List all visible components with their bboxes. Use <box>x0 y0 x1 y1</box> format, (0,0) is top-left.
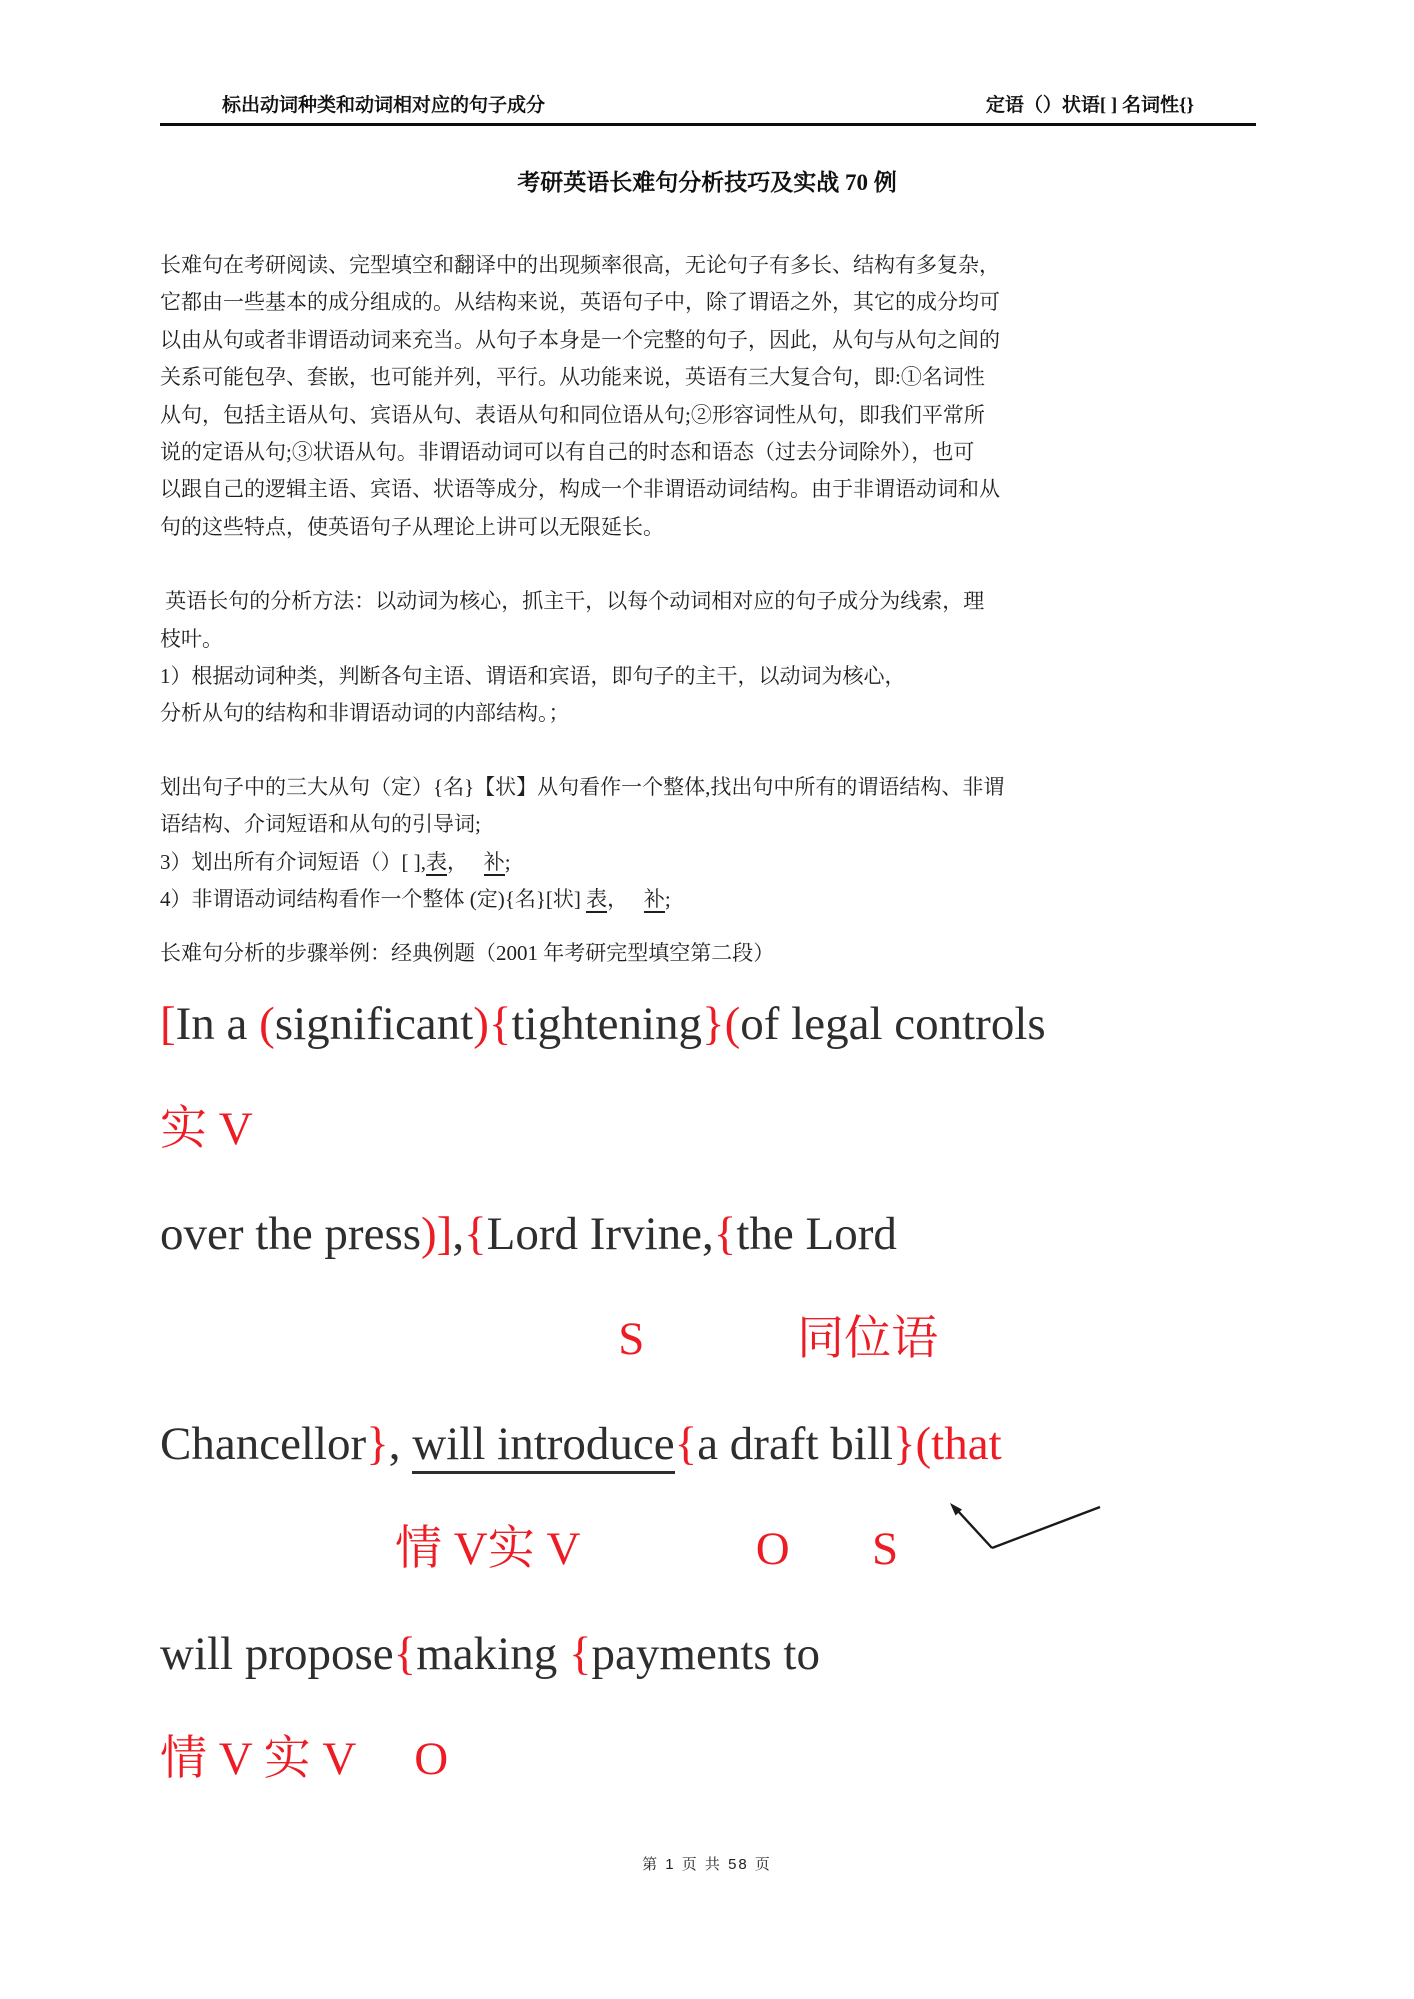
header-right-text: 定语（）状语[ ] 名词性{} <box>985 95 1194 116</box>
text-segment: 表 <box>586 887 608 912</box>
text-segment: }(that <box>892 1417 1002 1470</box>
page-number: 第 1 页 共 58 页 <box>642 1856 772 1873</box>
analysis-label-line-2 <box>160 1287 1256 1392</box>
text-segment <box>644 1313 797 1365</box>
annotation-arrow <box>938 1494 1108 1556</box>
text-line: 说的定语从句;③状语从句。非谓语动词可以有自己的时态和语态（过去分词除外），也可 <box>160 440 975 465</box>
example-intro-line: 长难句分析的步骤举例：经典例题（2001 年考研完型填空第二段） <box>160 940 775 965</box>
text-segment: 同位语 <box>797 1312 939 1365</box>
page-header <box>160 90 1256 126</box>
text-line: 分析从句的结构和非谓语动词的内部结构。； <box>160 701 570 726</box>
text-segment: 情 V 实 V <box>160 1732 356 1785</box>
text-segment: 补 <box>483 849 505 874</box>
text-segment: 4）非谓语动词结构看作一个整体 (定){名}[状] <box>160 887 587 912</box>
text-line: 长难句在考研阅读、完型填空和翻译中的出现频率很高，无论句子有多长、结构有多复杂， <box>160 253 1000 277</box>
text-segment: ( <box>259 997 275 1050</box>
analysis-line-2 <box>160 1182 1256 1287</box>
text-segment: 实 V <box>160 1102 253 1155</box>
text-segment: O <box>414 1732 449 1785</box>
text-segment: , <box>388 1417 413 1470</box>
text-segment: payments to <box>591 1627 820 1680</box>
text-segment: ; <box>504 849 511 874</box>
text-segment: )] <box>421 1207 453 1260</box>
text-segment: Lord Irvine, <box>486 1207 714 1260</box>
text-segment: 表 <box>426 849 447 874</box>
text-segment: significant <box>274 997 474 1050</box>
sentence-analysis <box>160 972 1256 1812</box>
text-line: 句的这些特点，使英语句子从理论上讲可以无限延长。 <box>160 514 664 539</box>
step3-line <box>160 844 1256 881</box>
text-segment: 情 V实 V <box>395 1522 580 1575</box>
text-line: 英语长句的分析方法：以动词为核心，抓主干，以每个动词相对应的句子成分为线索，理 <box>160 589 985 614</box>
intro-paragraph <box>160 247 1256 546</box>
text-segment: 3）划出所有介词短语（）[ ], <box>160 849 426 874</box>
text-segment: tightening <box>511 997 703 1050</box>
text-segment: S <box>618 1312 645 1365</box>
text-segment: O <box>755 1522 790 1575</box>
text-line: 枝叶。 <box>160 626 223 651</box>
page-content <box>160 247 1256 1812</box>
text-line: 1）根据动词种类，判断各句主语、谓语和宾语，即句子的主干，以动词为核心， <box>160 664 906 689</box>
step4-line <box>160 881 1256 918</box>
text-line: 关系可能包孕、套嵌，也可能并列，平行。从功能来说，英语有三大复合句，即:①名词性 <box>160 365 985 390</box>
text-segment: over the press <box>160 1207 422 1260</box>
text-segment <box>580 1523 756 1575</box>
text-segment: { <box>674 1417 698 1470</box>
text-line: 语结构、介词短语和从句的引导词; <box>160 812 481 837</box>
text-segment: }( <box>702 997 741 1050</box>
text-segment: ){ <box>473 997 512 1050</box>
analysis-line-4 <box>160 1602 1256 1707</box>
text-segment: will introduce <box>412 1418 674 1474</box>
text-segment <box>790 1523 872 1575</box>
text-segment: ， <box>607 887 644 912</box>
analysis-line-1 <box>160 972 1256 1077</box>
analysis-label-line-1 <box>160 1077 1256 1182</box>
analysis-line-3 <box>160 1392 1256 1497</box>
text-line: 划出句子中的三大从句（定）{名}【状】从句看作一个整体,找出句中所有的谓语结构、非谓 <box>160 774 1005 799</box>
text-segment: making <box>416 1627 569 1680</box>
text-segment: { <box>393 1627 417 1680</box>
text-segment: In a <box>175 997 260 1050</box>
text-segment: of legal controls <box>740 997 1046 1050</box>
header-left-text: 标出动词种类和动词相对应的句子成分 <box>222 95 546 116</box>
text-segment: Chancellor <box>160 1417 367 1470</box>
text-segment: { <box>464 1207 487 1260</box>
text-segment: ， <box>447 849 484 874</box>
text-line: 它都由一些基本的成分组成的。从结构来说，英语句子中，除了谓语之外，其它的成分均可 <box>160 290 1000 315</box>
steps-paragraph <box>160 769 1256 919</box>
method-paragraph <box>160 583 1256 733</box>
text-segment: [ <box>160 997 176 1050</box>
text-segment <box>355 1733 414 1785</box>
text-segment: 补 <box>643 887 665 912</box>
text-line: 以由从句或者非谓语动词来充当。从句子本身是一个完整的句子，因此，从句与从句之间的 <box>160 327 1000 352</box>
text-segment: { <box>568 1627 592 1680</box>
text-segment: } <box>366 1417 389 1470</box>
text-segment: the Lord <box>736 1207 897 1260</box>
text-segment: { <box>713 1207 737 1260</box>
analysis-label-line-4 <box>160 1707 1256 1812</box>
text-line: 以跟自己的逻辑主语、宾语、状语等成分，构成一个非谓语动词结构。由于非谓语动词和从 <box>160 477 1000 502</box>
text-segment: , <box>452 1207 465 1260</box>
page-title: 考研英语长难句分析技巧及实战 70 例 <box>517 170 897 195</box>
text-segment <box>160 1313 618 1365</box>
text-segment: a draft bill <box>697 1417 893 1470</box>
text-segment: will propose <box>160 1627 394 1680</box>
text-segment <box>160 1523 395 1575</box>
text-segment: ; <box>664 887 671 912</box>
text-line: 从句，包括主语从句、宾语从句、表语从句和同位语从句;②形容词性从句，即我们平常所 <box>160 402 985 427</box>
text-segment: S <box>872 1522 899 1575</box>
